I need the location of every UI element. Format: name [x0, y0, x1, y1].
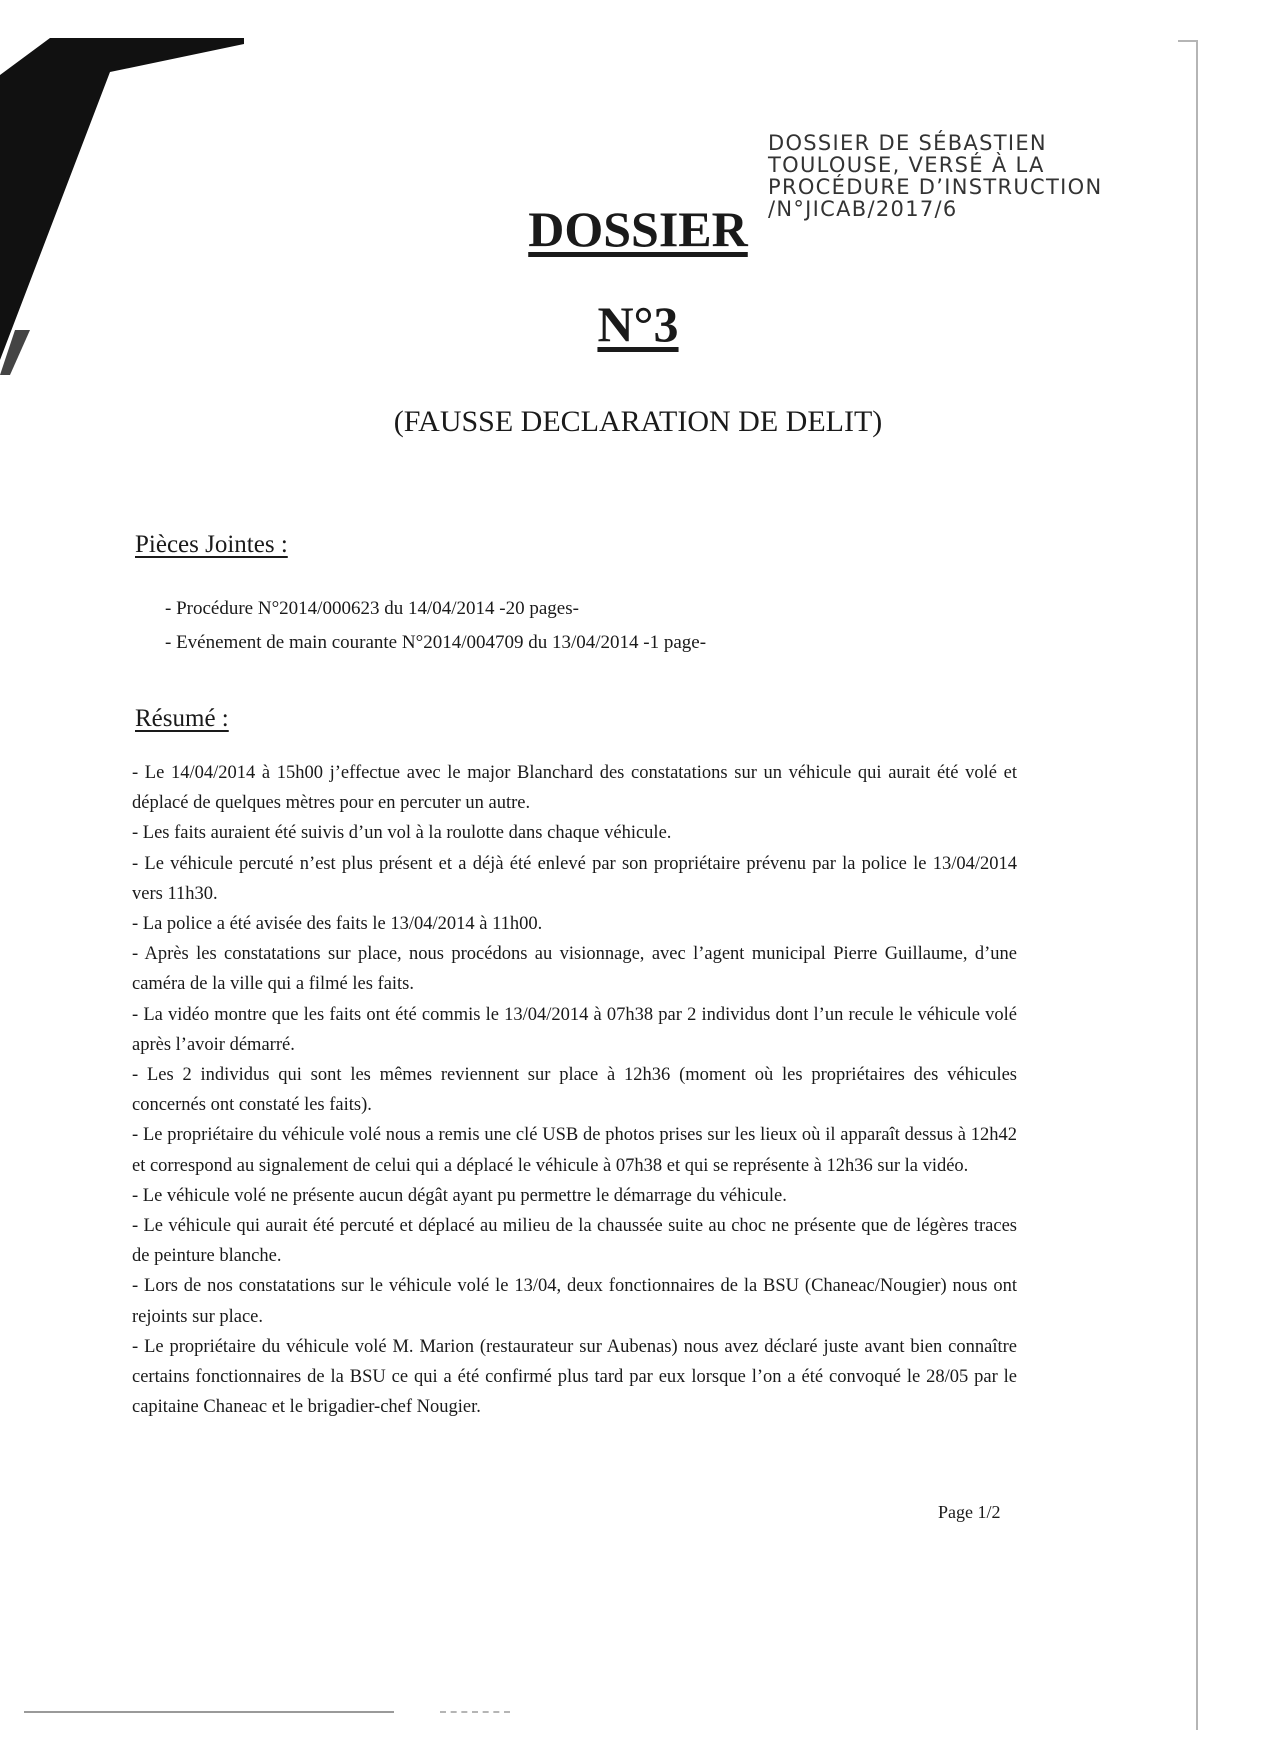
- scan-bottom-edge-dash: [440, 1711, 510, 1713]
- summary-paragraph: - Le propriétaire du véhicule volé nous a remis une clé USB de photos prises sur les lieux où il apparaît dessus à 12h42 et correspond au signalement de celui qui a déplacé le véhicule à 07h38 et qui se représente à 12h36 sur la vidéo.: [132, 1125, 1017, 1176]
- document-subtitle: (FAUSSE DECLARATION DE DELIT): [393, 405, 883, 438]
- summary-paragraph: - Lors de nos constatations sur le véhicule volé le 13/04, deux fonctionnaires de la BSU (Chaneac/Nougier) nous ont rejoints sur place.: [132, 1276, 1017, 1327]
- summary-body: [132, 758, 1017, 1422]
- summary-paragraph: - Après les constatations sur place, nous procédons au visionnage, avec l’agent municipal Pierre Guillaume, d’une caméra de la ville qui a filmé les faits.: [132, 944, 1017, 995]
- scan-right-edge-tick: [1178, 40, 1198, 42]
- document-title: DOSSIER: [528, 201, 748, 257]
- summary-paragraph: - Le véhicule qui aurait été percuté et déplacé au milieu de la chaussée suite au choc ne présente que de légères traces de peinture blanche.: [132, 1216, 1017, 1267]
- summary-paragraph: - Le véhicule volé ne présente aucun dégât ayant pu permettre le démarrage du véhicule.: [132, 1185, 787, 1206]
- summary-paragraph: - Les 2 individus qui sont les mêmes reviennent sur place à 12h36 (moment où les propriétaires des véhicules concernés ont constaté les faits).: [132, 1065, 1017, 1116]
- summary-paragraph: - Le 14/04/2014 à 15h00 j’effectue avec le major Blanchard des constatations sur un véhicule qui aurait été volé et déplacé de quelques mètres pour en percuter un autre.: [132, 763, 1017, 814]
- stamp-line: /N°JICAB/2017/6: [768, 197, 958, 221]
- summary-paragraph: - Les faits auraient été suivis d’un vol à la roulotte dans chaque véhicule.: [132, 823, 672, 844]
- stamp-line: DOSSIER DE SÉBASTIEN: [768, 131, 1047, 155]
- stamp-line: PROCÉDURE D’INSTRUCTION: [768, 175, 1103, 199]
- attachment-item: - Evénement de main courante N°2014/004709 du 13/04/2014 -1 page-: [165, 632, 707, 653]
- dossier-number: N°3: [597, 296, 679, 352]
- attachment-item: - Procédure N°2014/000623 du 14/04/2014 -20 pages-: [165, 598, 579, 619]
- attachments-heading: Pièces Jointes :: [135, 531, 288, 558]
- summary-heading: Résumé :: [135, 705, 229, 732]
- summary-paragraph: - La vidéo montre que les faits ont été commis le 13/04/2014 à 07h38 par 2 individus dont l’un recule le véhicule volé après l’avoir démarré.: [132, 1004, 1017, 1055]
- summary-paragraph: - Le propriétaire du véhicule volé M. Marion (restaurateur sur Aubenas) nous avez déclaré juste avant bien connaître certains fonctionnaires de la BSU ce qui a été confirmé plus tard par eux lorsque l’on a été convoqué le 28/05 par le capitaine Chaneac et le brigadier-chef Nougier.: [132, 1336, 1017, 1418]
- summary-paragraph: - Le véhicule percuté n’est plus présent et a déjà été enlevé par son propriétaire prévenu par la police le 13/04/2014 vers 11h30.: [132, 853, 1017, 904]
- page-number: Page 1/2: [938, 1502, 1001, 1522]
- summary-paragraph: - La police a été avisée des faits le 13/04/2014 à 11h00.: [132, 914, 543, 935]
- scan-bottom-edge-line: [24, 1711, 394, 1713]
- attachments-list: [165, 592, 706, 660]
- scan-right-edge-line: [1196, 40, 1198, 1730]
- stamp-line: TOULOUSE, VERSÉ À LA: [768, 153, 1045, 177]
